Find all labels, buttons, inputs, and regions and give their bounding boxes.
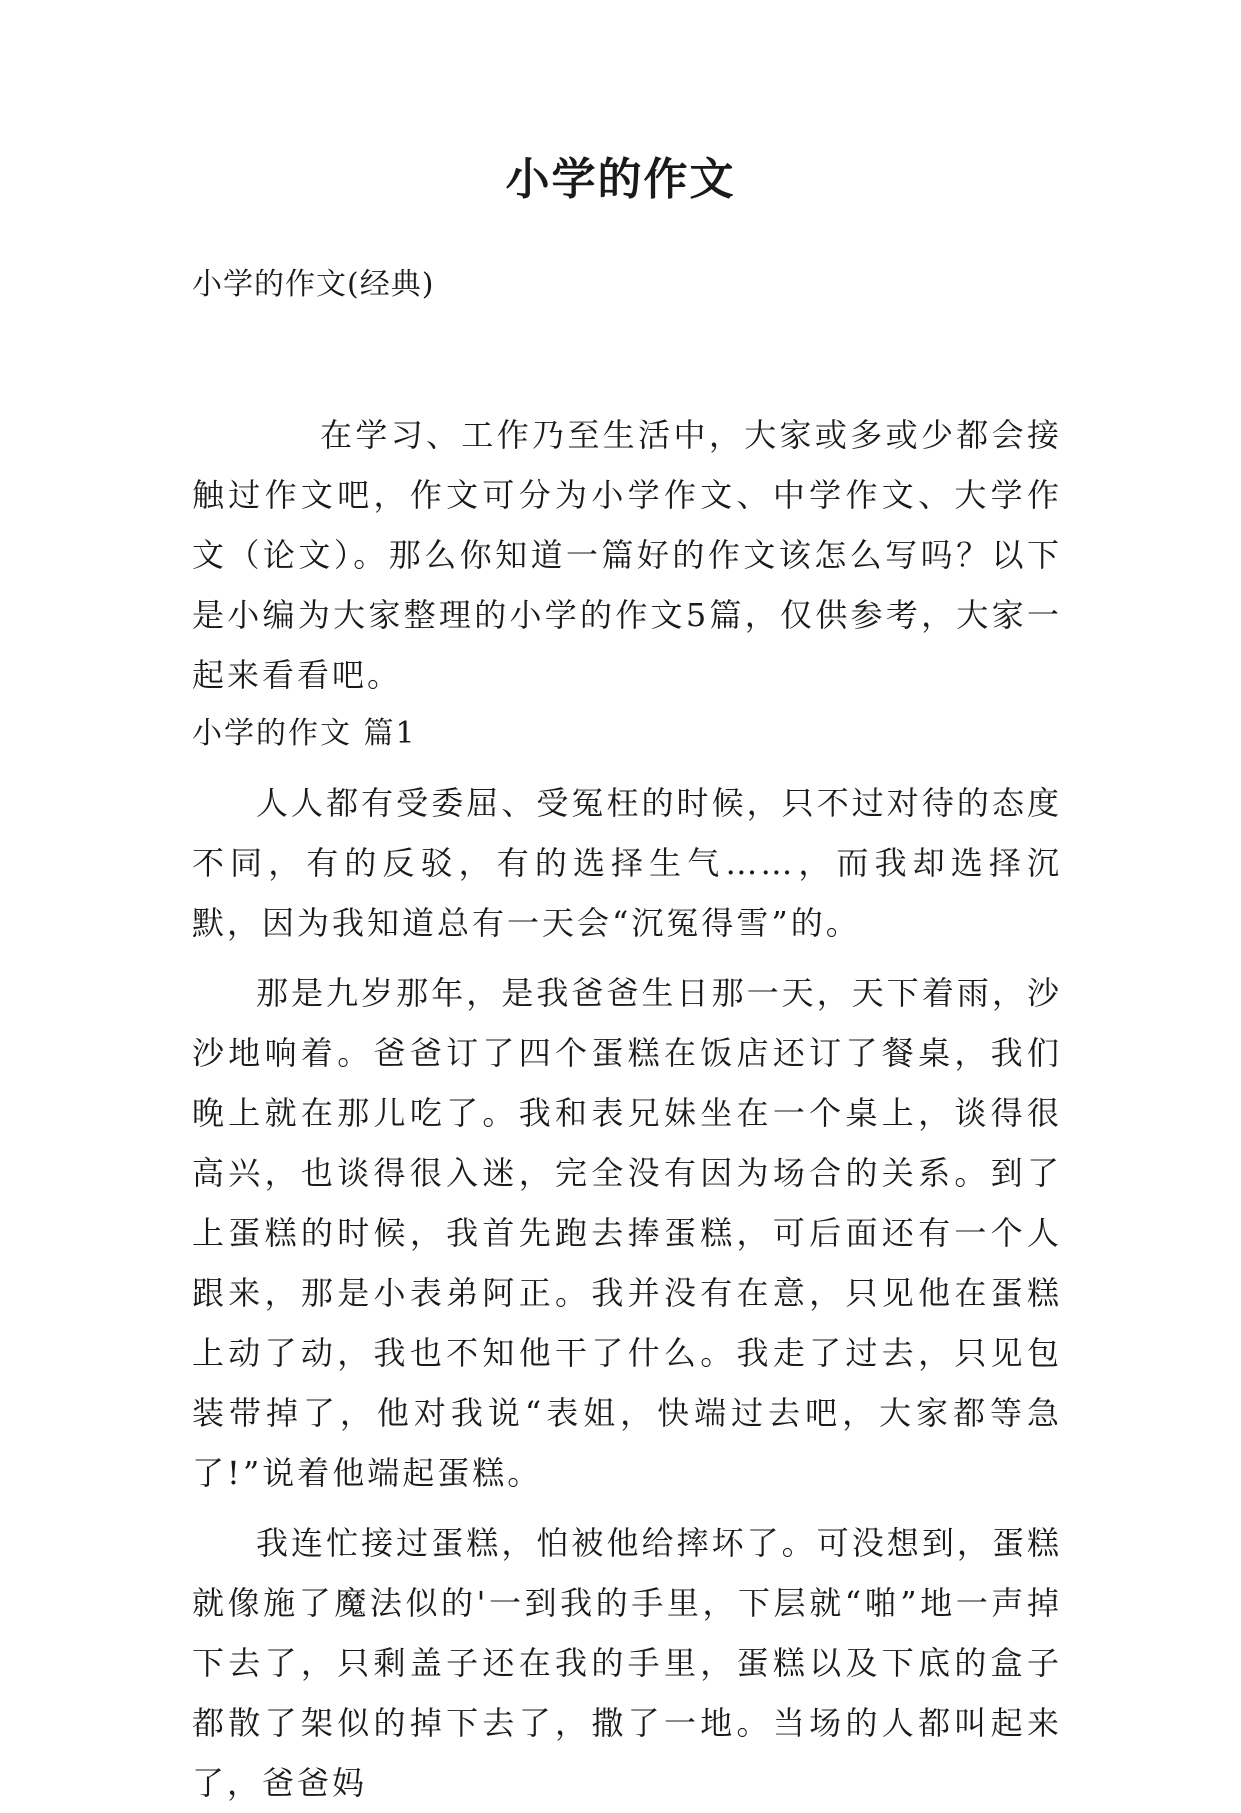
document-title: 小学的作文 <box>505 154 736 205</box>
document-subtitle: 小学的作文(经典) <box>192 267 435 302</box>
body-paragraph: 那是九岁那年，是我爸爸生日那一天，天下着雨，沙沙地响着。爸爸订了四个蛋糕在饭店还订了餐桌，我们晚上就在那儿吃了。我和表兄妹坐在一个桌上，谈得很高兴，也谈得很入迷，完全没有因为场合的关系。到了上蛋糕的时候，我首先跑去捧蛋糕，可后面还有一个人跟来，那是小表弟阿正。我并没有在意，只见他在蛋糕上动了动，我也不知他干了什么。我走了过去，只见包装带掉了，他对我说“表姐，快端过去吧，大家都等急了!”说着他端起蛋糕。 <box>192 974 1062 1492</box>
section-heading: 小学的作文 篇1 <box>192 716 417 751</box>
intro-paragraph: 在学习、工作乃至生活中，大家或多或少都会接触过作文吧，作文可分为小学作文、中学作文、大学作文（论文）。那么你知道一篇好的作文该怎么写吗？以下是小编为大家整理的小学的作文5篇，仅供参考，大家一起来看看吧。 <box>192 416 1062 694</box>
document-body <box>192 405 1062 1813</box>
body-paragraph: 我连忙接过蛋糕，怕被他给摔坏了。可没想到，蛋糕就像施了魔法似的'一到我的手里，下层就“啪”地一声掉下去了，只剩盖子还在我的手里，蛋糕以及下底的盒子都散了架似的掉下去了，撒了一地。当场的人都叫起来了，爸爸妈 <box>192 1524 1062 1802</box>
body-paragraph: 人人都有受委屈、受冤枉的时候，只不过对待的态度不同，有的反驳，有的选择生气……，而我却选择沉默，因为我知道总有一天会“沉冤得雪”的。 <box>192 784 1062 942</box>
